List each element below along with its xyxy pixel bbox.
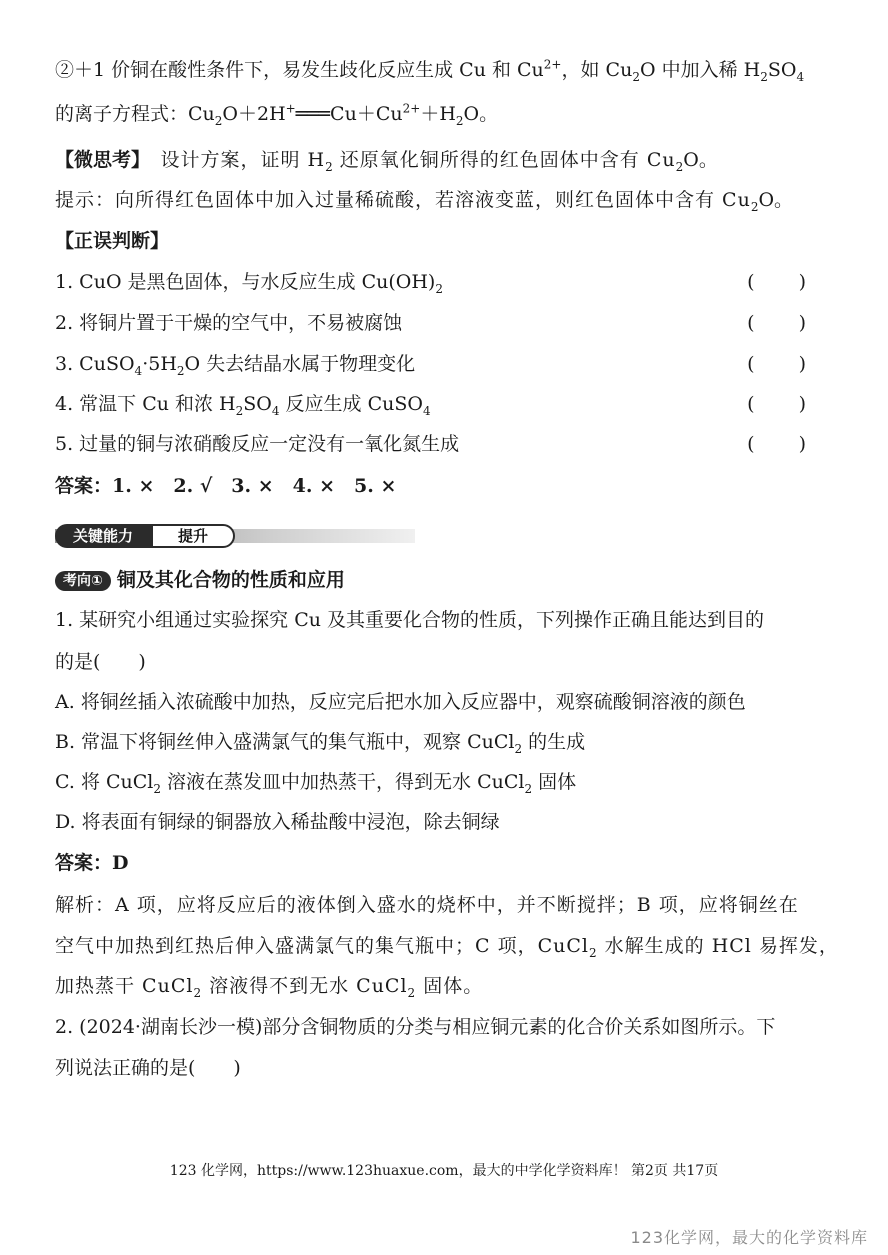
- text-run: 设计方案，证明 H: [140, 149, 326, 171]
- text-run: C. 将 CuCl: [55, 771, 154, 793]
- text-run: 空气中加热到红热后伸入盛满氯气的集气瓶中；C 项，CuCl: [55, 935, 589, 957]
- judge-item-1: [55, 268, 838, 296]
- answer-bracket: ( ): [747, 271, 808, 293]
- subscript: 4: [796, 69, 805, 84]
- subscript: 2: [325, 159, 333, 174]
- judge-item-2: [55, 309, 838, 337]
- subscript: 2: [750, 199, 759, 214]
- banner-tag-improve: 提升: [151, 524, 235, 548]
- q1-option-c: [55, 768, 838, 796]
- text-run: ·5H: [142, 353, 177, 375]
- text-run: O 失去结晶水属于物理变化: [184, 353, 416, 375]
- text-run: 加热蒸干 CuCl: [55, 975, 194, 997]
- text-run: 的离子方程式：Cu: [55, 103, 215, 125]
- subscript: 4: [422, 403, 431, 418]
- text-run: 5. 过量的铜与浓硝酸反应一定没有一氧化氮生成: [55, 433, 460, 455]
- subscript: 2: [176, 363, 185, 378]
- text-run: 1. CuO 是黑色固体，与水反应生成 Cu(OH): [55, 271, 436, 293]
- judge-item-4: [55, 390, 838, 418]
- q1-stem-line-2: 的是( ): [55, 651, 146, 673]
- answer-bracket: ( ): [747, 393, 808, 415]
- subscript: 2: [193, 985, 203, 1000]
- text-run: B. 常温下将铜丝伸入盛满氯气的集气瓶中，观察 CuCl: [55, 731, 515, 753]
- subscript: 2: [235, 403, 244, 418]
- q1-option-b: [55, 728, 838, 756]
- answer-bracket: ( ): [747, 312, 808, 334]
- think-line: [55, 146, 838, 174]
- subscript: 2: [455, 113, 464, 128]
- para-line-2: [55, 100, 838, 128]
- q2-stem-line-1: 2. (2024·湖南长沙一模)部分含铜物质的分类与相应铜元素的化合价关系如图所示。下: [55, 1016, 776, 1038]
- subscript: 4: [271, 403, 280, 418]
- text-run: ＋H: [420, 103, 456, 125]
- text-run: SO: [243, 393, 272, 415]
- q1-option-a: A. 将铜丝插入浓硫酸中加热，反应完后把水加入反应器中，观察硫酸铜溶液的颜色: [55, 691, 746, 713]
- text-run: 还原氧化铜所得的红色固体中含有 Cu: [332, 149, 676, 171]
- subscript: 2: [588, 945, 598, 960]
- hint-line: [55, 186, 838, 214]
- text-run: 溶液得不到无水 CuCl: [202, 975, 408, 997]
- q2-stem-line-2: 列说法正确的是( ): [55, 1057, 241, 1079]
- q1-option-d: D. 将表面有铜绿的铜器放入稀盐酸中浸泡，除去铜绿: [55, 811, 500, 833]
- superscript: 2+: [543, 57, 562, 72]
- subscript: 2: [153, 781, 162, 796]
- think-label: 【微思考】: [55, 149, 141, 171]
- para-line-1: [55, 56, 838, 84]
- text-run: 3. CuSO: [55, 353, 135, 375]
- text-run: O。: [683, 149, 718, 171]
- subscript: 2: [632, 69, 640, 84]
- q1-explanation-line-2: [55, 932, 838, 960]
- text-run: ，如 Cu: [561, 59, 633, 81]
- text-run: 的生成: [522, 731, 586, 753]
- text-run: 2. 将铜片置于干燥的空气中，不易被腐蚀: [55, 312, 403, 334]
- site-watermark: 123化学网，最大的化学资料库: [630, 1228, 868, 1247]
- judge-answer: 答案：1. × 2. √ 3. × 4. × 5. ×: [55, 475, 397, 497]
- text-run: 反应生成 CuSO: [279, 393, 423, 415]
- judge-item-3: [55, 350, 838, 378]
- text-run: 溶液在蒸发皿中加热蒸干，得到无水 CuCl: [161, 771, 525, 793]
- text-run: SO: [767, 59, 797, 81]
- text-run: O 中加入稀 H: [639, 59, 761, 81]
- text-run: 4. 常温下 Cu 和浓 H: [55, 393, 236, 415]
- text-run: O＋2H: [222, 103, 286, 125]
- subscript: 2: [675, 159, 684, 174]
- subscript: 2: [514, 741, 523, 756]
- subscript: 2: [407, 985, 417, 1000]
- page-footer: 123 化学网，https://www.123huaxue.com，最大的中学化学资料库！ 第2页 共17页: [169, 1163, 719, 1179]
- topic-heading: [55, 566, 838, 594]
- q1-stem-line-1: 1. 某研究小组通过实验探究 Cu 及其重要化合物的性质，下列操作正确且能达到目的: [55, 609, 765, 631]
- q1-explanation-line-1: 解析：A 项，应将反应后的液体倒入盛水的烧杯中，并不断搅拌；B 项，应将铜丝在: [55, 894, 799, 916]
- subscript: 4: [134, 363, 143, 378]
- subscript: 2: [435, 281, 443, 296]
- topic-title: 铜及其化合物的性质和应用: [116, 569, 345, 591]
- judge-title: 【正误判断】: [55, 230, 170, 252]
- superscript: +: [285, 101, 296, 116]
- topic-badge: 考向①: [55, 571, 111, 591]
- q1-explanation-line-3: [55, 972, 838, 1000]
- subscript: 2: [214, 113, 223, 128]
- answer-bracket: ( ): [747, 433, 808, 455]
- text-run: ②＋1 价铜在酸性条件下，易发生歧化反应生成 Cu 和 Cu: [55, 59, 544, 81]
- text-run: 固体。: [416, 975, 484, 997]
- text-run: O。: [463, 103, 499, 125]
- text-run: O。: [758, 189, 794, 211]
- subscript: 2: [524, 781, 533, 796]
- q1-answer: 答案：D: [55, 852, 129, 874]
- answer-bracket: ( ): [747, 353, 808, 375]
- subscript: 2: [760, 69, 768, 84]
- text-run: 固体: [532, 771, 577, 793]
- text-run: ═══Cu＋Cu: [295, 103, 403, 125]
- section-banner: [55, 524, 415, 548]
- banner-tag-key-ability: 关键能力: [55, 524, 151, 548]
- judge-item-5: [55, 430, 838, 458]
- text-run: 水解生成的 HCl 易挥发，: [597, 935, 839, 957]
- superscript: 2+: [402, 101, 421, 116]
- text-run: 提示：向所得红色固体中加入过量稀硫酸，若溶液变蓝，则红色固体中含有 Cu: [55, 189, 751, 211]
